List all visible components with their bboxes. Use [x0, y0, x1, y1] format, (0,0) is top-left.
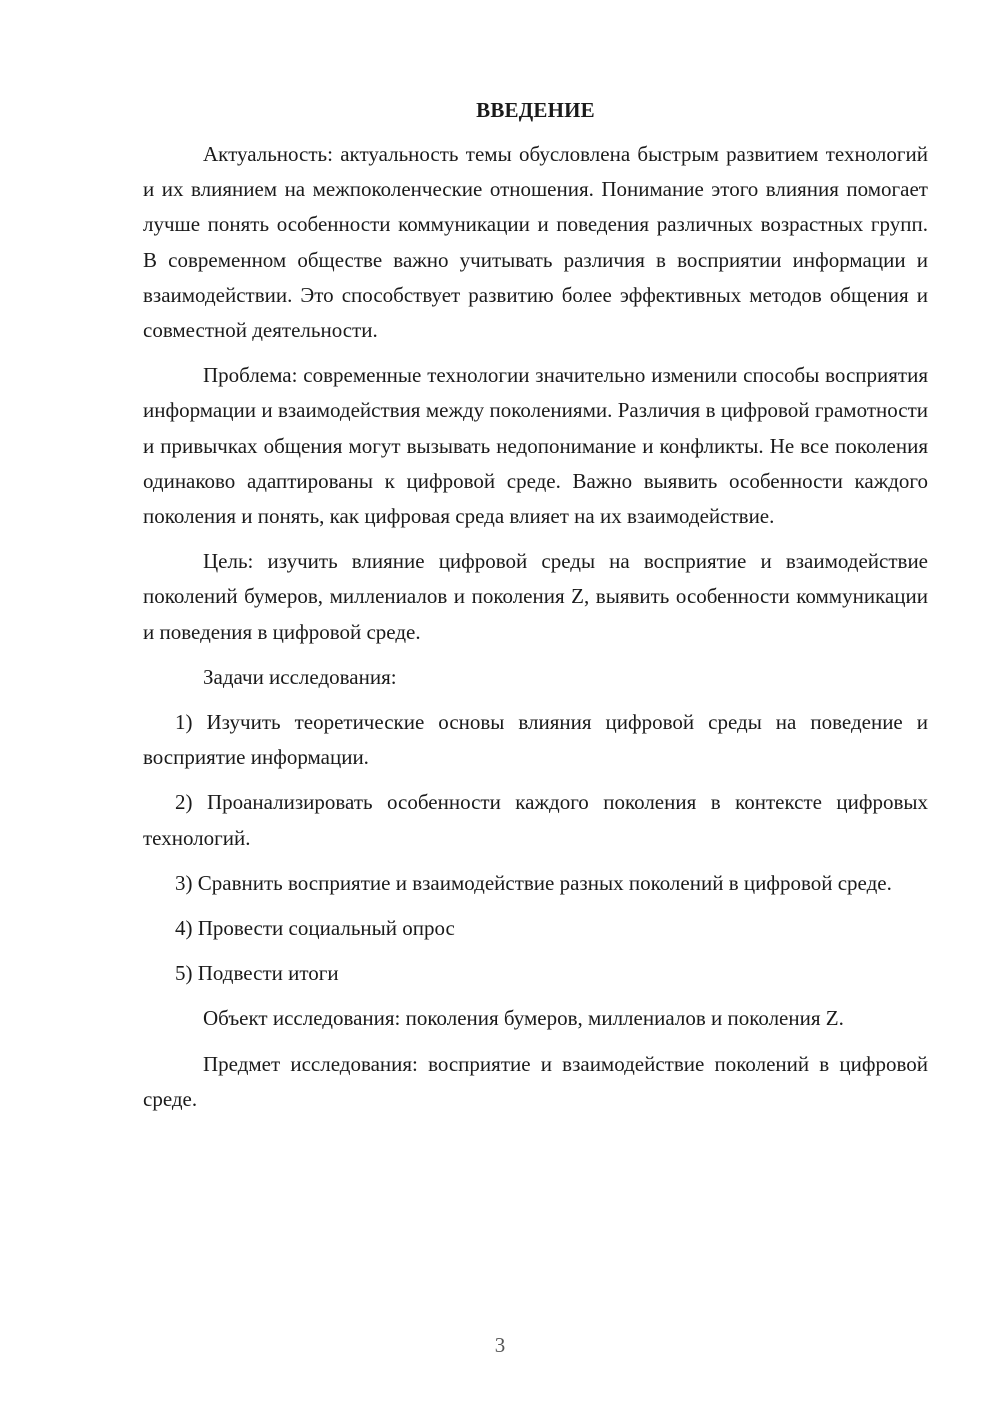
- task-item-1: 1) Изучить теоретические основы влияния цифровой среды на поведение и восприятие информации.: [143, 710, 928, 770]
- task-item-5: 5) Подвести итоги: [175, 961, 339, 986]
- paragraph-subject: Предмет исследования: восприятие и взаимодействие поколений в цифровой среде.: [143, 1051, 928, 1111]
- paragraph-object: Объект исследования: поколения бумеров, миллениалов и поколения Z.: [203, 1006, 844, 1031]
- paragraph-relevance: Актуальность: актуальность темы обусловлена быстрым развитием технологий и их влиянием на межпоколенческие отношения. Понимание этого влияния помогает лучше понять особенности коммуникации и поведения различных возрастных групп. В современном обществе важно учитывать различия в восприятии информации и взаимодействии. Это способствует развитию более эффективных методов общения и совместной деятельности.: [143, 142, 928, 343]
- task-item-4: 4) Провести социальный опрос: [175, 916, 455, 941]
- section-title: ВВЕДЕНИЕ: [476, 98, 595, 122]
- paragraph-problem: Проблема: современные технологии значительно изменили способы восприятия информации и взаимодействия между поколениями. Различия в цифровой грамотности и привычках общения могут вызывать недопонимание и конфликты. Не все поколения одинаково адаптированы к цифровой среде. Важно выявить особенности каждого поколения и понять, как цифровая среда влияет на их взаимодействие.: [143, 363, 928, 529]
- task-item-2: 2) Проанализировать особенности каждого поколения в контексте цифровых технологий.: [143, 790, 928, 850]
- document-page: [143, 95, 928, 1127]
- task-item-3: 3) Сравнить восприятие и взаимодействие разных поколений в цифровой среде.: [175, 870, 892, 895]
- paragraph-goal: Цель: изучить влияние цифровой среды на восприятие и взаимодействие поколений бумеров, миллениалов и поколения Z, выявить особенности коммуникации и поведения в цифровой среде.: [143, 549, 928, 644]
- page-number: 3: [494, 1333, 506, 1357]
- tasks-heading: Задачи исследования:: [203, 664, 397, 689]
